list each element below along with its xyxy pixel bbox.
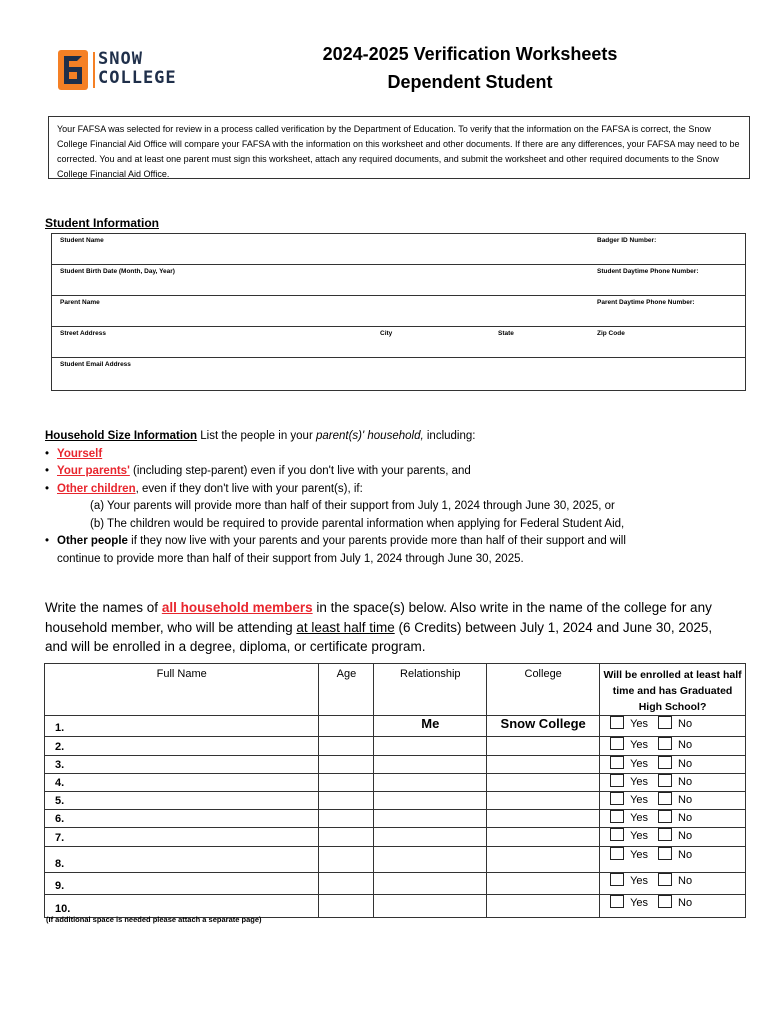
enrolled-cell	[600, 810, 746, 828]
enrolled-cell	[600, 737, 746, 756]
row-number: 10.	[55, 903, 71, 915]
table-row	[45, 810, 746, 828]
enrolled-cell	[600, 873, 746, 895]
table-header	[45, 664, 746, 716]
yes-checkbox[interactable]	[610, 895, 624, 908]
table-row	[45, 792, 746, 810]
yes-label: Yes	[630, 776, 649, 788]
parents-text: (including step-parent) even if you don't live with your parents, and	[129, 465, 471, 477]
no-label: No	[678, 794, 693, 806]
col-relationship: Relationship	[374, 664, 487, 716]
college-cell[interactable]	[487, 873, 600, 895]
other-people-label: Other people	[57, 535, 128, 547]
college-cell[interactable]	[487, 774, 600, 792]
logo-s-icon	[58, 50, 88, 90]
address-row	[52, 327, 745, 358]
no-checkbox[interactable]	[658, 847, 672, 860]
age-cell[interactable]	[319, 873, 374, 895]
enrolled-cell	[600, 847, 746, 873]
logo-line1: SNOW	[98, 49, 143, 69]
no-checkbox[interactable]	[658, 792, 672, 805]
birth-date-field[interactable]: Student Birth Date (Month, Day, Year)	[60, 268, 175, 275]
bullet-yourself	[45, 446, 745, 464]
parents-label: Your parents'	[57, 465, 130, 477]
student-info-heading: Student Information	[45, 216, 159, 230]
no-checkbox[interactable]	[658, 737, 672, 750]
badger-id-field[interactable]: Badger ID Number:	[597, 237, 657, 244]
logo-divider	[93, 52, 95, 88]
age-cell[interactable]	[319, 895, 374, 918]
age-cell[interactable]	[319, 756, 374, 774]
no-label: No	[678, 849, 693, 861]
yes-label: Yes	[630, 739, 649, 751]
yes-label: Yes	[630, 875, 649, 887]
household-section	[45, 428, 745, 568]
relationship-cell[interactable]	[374, 774, 487, 792]
household-heading: Household Size Information	[45, 430, 198, 442]
relationship-cell[interactable]	[374, 737, 487, 756]
bullet-icon: •	[45, 447, 50, 460]
household-intro-end: including:	[423, 430, 476, 442]
no-label: No	[678, 776, 693, 788]
bullet-icon: •	[45, 482, 50, 495]
relationship-cell[interactable]	[374, 828, 487, 847]
no-checkbox[interactable]	[658, 756, 672, 769]
enrolled-cell	[600, 756, 746, 774]
yes-label: Yes	[630, 718, 649, 730]
full-name-cell[interactable]	[45, 792, 319, 810]
row-number: 2.	[55, 741, 65, 753]
no-label: No	[678, 739, 693, 751]
parent-phone-field[interactable]: Parent Daytime Phone Number:	[597, 299, 695, 306]
enrolled-cell	[600, 792, 746, 810]
yes-label: Yes	[630, 849, 649, 861]
no-label: No	[678, 758, 693, 770]
no-label: No	[678, 830, 693, 842]
age-cell[interactable]	[319, 828, 374, 847]
logo-line2: COLLEGE	[98, 68, 177, 88]
enrolled-cell	[600, 828, 746, 847]
full-name-cell[interactable]	[45, 716, 319, 737]
row-number: 6.	[55, 813, 65, 825]
table-row	[45, 873, 746, 895]
birth-date-row	[52, 265, 745, 296]
relationship-cell[interactable]: Me	[374, 716, 487, 737]
no-checkbox[interactable]	[658, 895, 672, 908]
enrolled-cell	[600, 774, 746, 792]
enrolled-cell	[600, 895, 746, 918]
college-cell[interactable]	[487, 895, 600, 918]
student-name-row	[52, 234, 745, 265]
yes-label: Yes	[630, 812, 649, 824]
yes-label: Yes	[630, 758, 649, 770]
yes-checkbox[interactable]	[610, 828, 624, 841]
yes-label: Yes	[630, 794, 649, 806]
relationship-cell[interactable]	[374, 873, 487, 895]
yes-checkbox[interactable]	[610, 737, 624, 750]
row-number: 8.	[55, 858, 65, 870]
no-checkbox[interactable]	[658, 774, 672, 787]
bullet-icon: •	[45, 465, 50, 477]
title-line1: 2024-2025 Verification Worksheets	[322, 44, 618, 64]
no-label: No	[678, 875, 693, 887]
table-row	[45, 756, 746, 774]
other-people-text: if they now live with your parents and your parents provide more than half of their support and will	[127, 535, 626, 547]
condition-b: (b) The children would be required to provide parental information when applying for Federal Student Aid,	[90, 517, 625, 530]
no-checkbox[interactable]	[658, 716, 672, 729]
student-phone-field[interactable]: Student Daytime Phone Number:	[597, 268, 699, 275]
write-text-3: (6 Credits) between July 1, 2024 and June 30, 2025, and will be enrolled in a degree, diploma, or certificate program.	[45, 619, 713, 654]
no-label: No	[678, 897, 693, 909]
col-age: Age	[319, 664, 374, 716]
yes-checkbox[interactable]	[610, 810, 624, 823]
row-number: 3.	[55, 759, 65, 771]
write-instructions	[45, 598, 725, 657]
yes-checkbox[interactable]	[610, 716, 624, 729]
relationship-cell[interactable]	[374, 792, 487, 810]
full-name-cell[interactable]	[45, 847, 319, 873]
college-cell[interactable]	[487, 828, 600, 847]
email-row	[52, 358, 745, 390]
yes-checkbox[interactable]	[610, 756, 624, 769]
full-name-cell[interactable]	[45, 774, 319, 792]
no-checkbox[interactable]	[658, 873, 672, 886]
age-cell[interactable]	[319, 774, 374, 792]
no-checkbox[interactable]	[658, 810, 672, 823]
table-row	[45, 847, 746, 873]
full-name-cell[interactable]	[45, 737, 319, 756]
state-field[interactable]: State	[498, 330, 514, 337]
relationship-cell[interactable]	[374, 810, 487, 828]
write-text-2: in the space(s) below. Also write in the name of the college for any household member, who will be attending	[45, 600, 712, 635]
age-cell[interactable]	[319, 792, 374, 810]
yes-checkbox[interactable]	[610, 774, 624, 787]
other-children-text: , even if they don't live with your parent(s), if:	[135, 482, 363, 495]
bullet-other-children	[45, 481, 745, 499]
intro-box: Your FAFSA was selected for review in a process called verification by the Department of Education. To verify that the information on the FAFSA is correct, the Snow College Financial Aid Office will compare your FAFSA with the information on this worksheet and other documents. If there are any differences, your FAFSA may need to be corrected. You and at least one parent must sign this worksheet, attach any required documents, and submit the worksheet and other required documents to the Snow College Financial Aid Office.	[48, 116, 750, 179]
table-row	[45, 716, 746, 737]
title-line2: Dependent Student	[387, 72, 553, 92]
col-college: College	[487, 664, 600, 716]
other-people-cont: continue to provide more than half of their support from July 1, 2024 through June 30, 2025.	[57, 552, 524, 565]
college-cell[interactable]	[487, 847, 600, 873]
no-checkbox[interactable]	[658, 828, 672, 841]
parent-row	[52, 296, 745, 327]
logo-wordmark	[98, 50, 177, 88]
page-title	[270, 40, 670, 96]
student-info-grid	[51, 233, 746, 391]
row-number: 1.	[55, 722, 65, 734]
college-cell[interactable]	[487, 810, 600, 828]
age-cell[interactable]	[319, 810, 374, 828]
row-number: 9.	[55, 880, 65, 892]
age-cell[interactable]	[319, 737, 374, 756]
other-children-label: Other children	[57, 482, 136, 495]
parent-name-field[interactable]: Parent Name	[60, 299, 100, 306]
email-field[interactable]: Student Email Address	[60, 361, 131, 368]
household-intro	[45, 428, 745, 446]
bullet-other-people	[45, 533, 745, 551]
relationship-cell[interactable]	[374, 756, 487, 774]
student-name-field[interactable]: Student Name	[60, 237, 104, 244]
write-text-1: Write the names of	[45, 600, 162, 615]
full-name-cell[interactable]	[45, 873, 319, 895]
full-name-cell[interactable]	[45, 828, 319, 847]
write-highlight: all household members	[161, 600, 313, 615]
zip-field[interactable]: Zip Code	[597, 330, 625, 337]
snow-college-logo	[58, 50, 198, 92]
enrolled-cell	[600, 716, 746, 737]
age-cell[interactable]	[319, 716, 374, 737]
city-field[interactable]: City	[380, 330, 393, 337]
footnote: (If additional space is needed please attach a separate page)	[46, 915, 262, 924]
no-label: No	[678, 812, 693, 824]
bullet-parents	[45, 463, 745, 481]
table-row	[45, 737, 746, 756]
household-intro-italic: parent(s)' household,	[315, 430, 424, 442]
household-table	[44, 663, 746, 918]
street-address-field[interactable]: Street Address	[60, 330, 106, 337]
yes-checkbox[interactable]	[610, 792, 624, 805]
row-number: 5.	[55, 795, 65, 807]
relationship-cell[interactable]	[374, 895, 487, 918]
table-row	[45, 774, 746, 792]
no-label: No	[678, 718, 693, 730]
row-number: 4.	[55, 777, 65, 789]
full-name-cell[interactable]	[45, 810, 319, 828]
col-enrolled: Will be enrolled at least half time and has Graduated High School?	[600, 664, 746, 716]
col-full-name: Full Name	[45, 664, 319, 716]
household-intro-text: List the people in your	[197, 430, 316, 442]
college-cell[interactable]	[487, 792, 600, 810]
yes-checkbox[interactable]	[610, 847, 624, 860]
relationship-cell[interactable]	[374, 847, 487, 873]
yes-label: Yes	[630, 830, 649, 842]
yourself-label: Yourself	[57, 447, 103, 460]
age-cell[interactable]	[319, 847, 374, 873]
college-cell[interactable]	[487, 737, 600, 756]
college-cell[interactable]	[487, 756, 600, 774]
college-cell[interactable]: Snow College	[487, 716, 600, 737]
yes-label: Yes	[630, 897, 649, 909]
yes-checkbox[interactable]	[610, 873, 624, 886]
table-row	[45, 828, 746, 847]
row-number: 7.	[55, 832, 65, 844]
condition-a: (a) Your parents will provide more than half of their support from July 1, 2024 through June 30, 2025, or	[90, 500, 615, 512]
write-underline: at least half time	[296, 619, 395, 635]
full-name-cell[interactable]	[45, 756, 319, 774]
bullet-icon: •	[45, 535, 50, 547]
